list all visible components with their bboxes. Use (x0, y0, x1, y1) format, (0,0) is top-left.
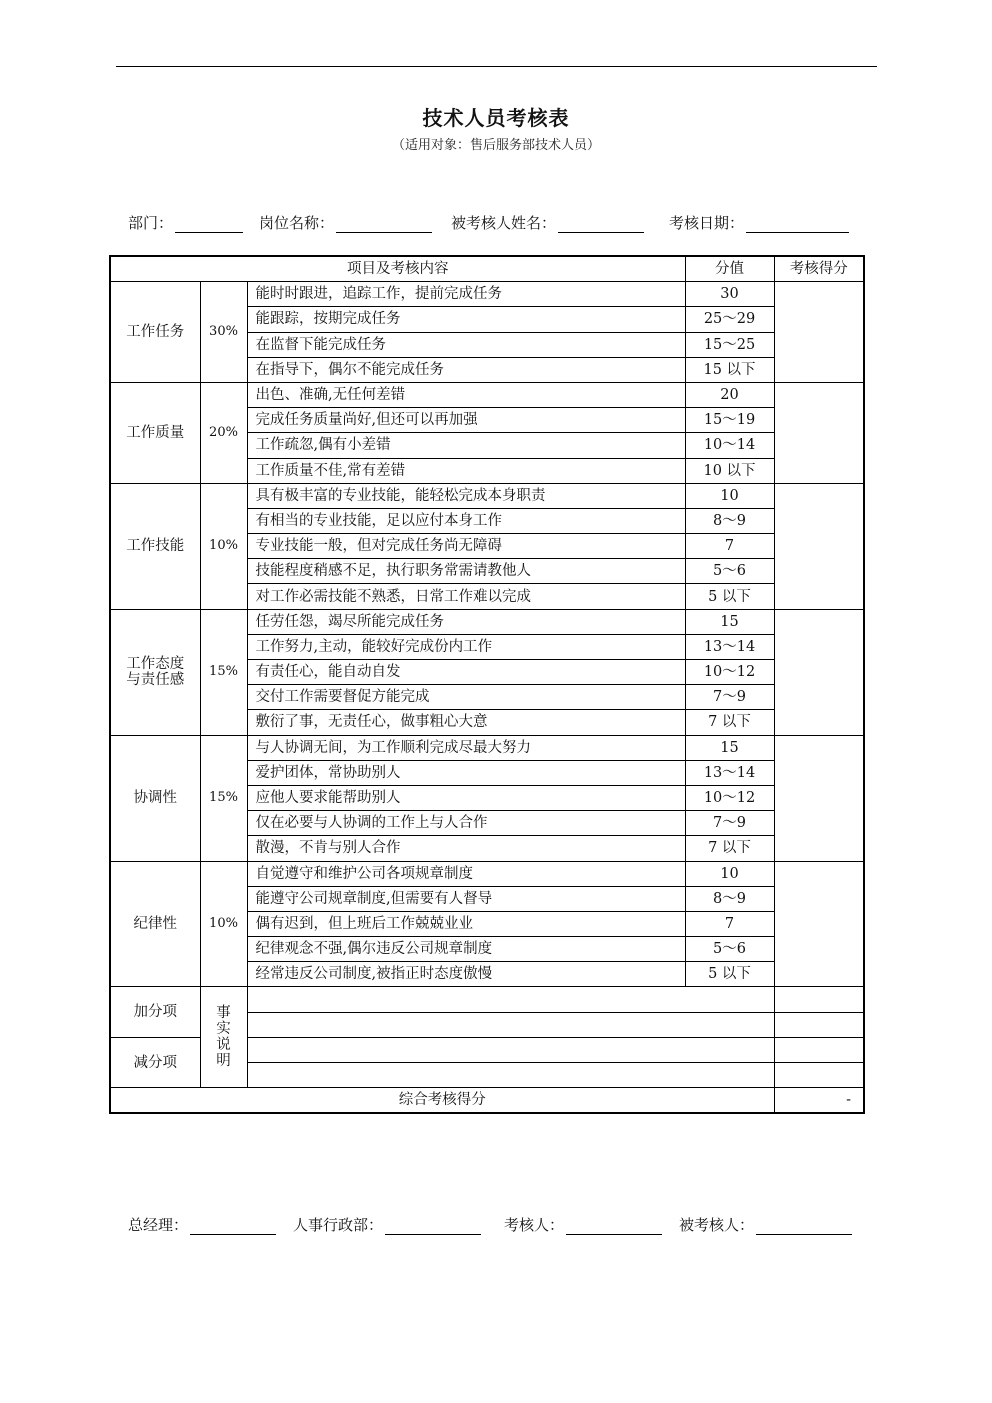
criteria-points: 10～12 (685, 785, 774, 810)
criteria-points: 7～9 (685, 685, 774, 710)
criteria-points: 7～9 (685, 811, 774, 836)
criteria-description: 能跟踪，按期完成任务 (247, 307, 685, 332)
hr-blank[interactable] (385, 1217, 481, 1235)
criteria-description: 工作努力,主动，能较好完成份内工作 (247, 634, 685, 659)
fact-entry-cell[interactable] (247, 987, 774, 1012)
category-weight: 15% (200, 609, 247, 735)
criteria-description: 具有极丰富的专业技能，能轻松完成本身职责 (247, 483, 685, 508)
criteria-points: 30 (685, 282, 774, 307)
criteria-row (110, 861, 864, 886)
criteria-points: 5 以下 (685, 584, 774, 609)
position-field[interactable] (259, 212, 432, 233)
criteria-points: 10 以下 (685, 458, 774, 483)
category-weight: 15% (200, 735, 247, 861)
category-cell (110, 861, 200, 987)
criteria-description: 敷衍了事，无责任心，做事粗心大意 (247, 710, 685, 735)
appraisal-table-body (110, 256, 864, 1113)
hr-label: 人事行政部： (293, 1216, 384, 1234)
criteria-points: 10 (685, 861, 774, 886)
category-weight: 10% (200, 483, 247, 609)
fact-explanation-char: 实 (216, 1021, 231, 1038)
criteria-row (110, 609, 864, 634)
criteria-description: 纪律观念不强,偶尔违反公司规章制度 (247, 937, 685, 962)
fact-entry-cell[interactable] (247, 1037, 774, 1062)
criteria-description: 完成任务质量尚好,但还可以再加强 (247, 408, 685, 433)
criteria-points: 8～9 (685, 508, 774, 533)
criteria-row (110, 382, 864, 407)
score-input-cell[interactable] (774, 609, 864, 735)
category-name: 协调性 (133, 790, 177, 807)
date-blank[interactable] (746, 215, 849, 233)
department-label: 部门： (128, 214, 174, 232)
criteria-description: 能时时跟进，追踪工作，提前完成任务 (247, 282, 685, 307)
criteria-points: 15 (685, 609, 774, 634)
assessor-label: 考核人： (504, 1216, 565, 1234)
category-name: 纪律性 (133, 915, 177, 932)
category-weight: 30% (200, 282, 247, 383)
bonus-row (110, 987, 864, 1012)
criteria-row (110, 735, 864, 760)
criteria-points: 7 以下 (685, 836, 774, 861)
category-cell (110, 282, 200, 383)
criteria-description: 经常违反公司制度,被指正时态度傲慢 (247, 962, 685, 987)
criteria-points: 25～29 (685, 307, 774, 332)
criteria-description: 爱护团体，常协助别人 (247, 760, 685, 785)
name-label: 被考核人姓名： (451, 214, 557, 232)
criteria-description: 专业技能一般，但对完成任务尚无障碍 (247, 534, 685, 559)
assessee-blank[interactable] (756, 1217, 852, 1235)
score-input-cell[interactable] (774, 861, 864, 987)
fact-explanation-cell (200, 987, 247, 1088)
appraisal-table (109, 255, 865, 1114)
category-cell (110, 382, 200, 483)
criteria-description: 应他人要求能帮助别人 (247, 785, 685, 810)
signature-line (128, 1214, 868, 1240)
deduction-label: 减分项 (110, 1037, 200, 1087)
criteria-row (110, 483, 864, 508)
category-name: 工作任务 (126, 324, 185, 341)
criteria-points: 10～12 (685, 660, 774, 685)
criteria-description: 技能程度稍感不足，执行职务常需请教他人 (247, 559, 685, 584)
criteria-points: 15 以下 (685, 357, 774, 382)
category-name: 工作技能 (126, 538, 185, 555)
criteria-points: 5 以下 (685, 962, 774, 987)
fact-explanation-char: 明 (216, 1053, 231, 1070)
fact-entry-cell[interactable] (247, 1063, 774, 1088)
header-content: 项目及考核内容 (110, 256, 685, 282)
category-cell (110, 609, 200, 735)
criteria-row (110, 282, 864, 307)
score-input-cell[interactable] (774, 735, 864, 861)
criteria-points: 15 (685, 735, 774, 760)
hr-signature[interactable] (293, 1214, 481, 1235)
criteria-points: 7 (685, 911, 774, 936)
total-score-value[interactable]: - (774, 1088, 864, 1114)
category-name: 工作质量 (126, 424, 185, 441)
department-blank[interactable] (175, 215, 243, 233)
gm-label: 总经理： (128, 1216, 189, 1234)
header-score: 考核得分 (774, 256, 864, 282)
criteria-description: 能遵守公司规章制度,但需要有人督导 (247, 886, 685, 911)
total-row (110, 1088, 864, 1114)
assessor-blank[interactable] (566, 1217, 662, 1235)
criteria-description: 自觉遵守和维护公司各项规章制度 (247, 861, 685, 886)
header-row (110, 256, 864, 282)
criteria-description: 散漫，不肯与别人合作 (247, 836, 685, 861)
adjustment-score-cell[interactable] (774, 1012, 864, 1037)
score-input-cell[interactable] (774, 282, 864, 383)
criteria-points: 20 (685, 382, 774, 407)
category-name: 工作态度 (126, 656, 185, 673)
criteria-description: 工作疏忽,偶有小差错 (247, 433, 685, 458)
name-blank[interactable] (558, 215, 644, 233)
score-input-cell[interactable] (774, 382, 864, 483)
assessor-signature[interactable] (504, 1214, 662, 1235)
category-cell (110, 483, 200, 609)
adjustment-score-cell[interactable] (774, 1037, 864, 1062)
criteria-description: 仅在必要与人协调的工作上与人合作 (247, 811, 685, 836)
date-field[interactable] (669, 212, 849, 233)
criteria-points: 7 (685, 534, 774, 559)
criteria-points: 10 (685, 483, 774, 508)
criteria-description: 交付工作需要督促方能完成 (247, 685, 685, 710)
category-name-line2: 与责任感 (126, 672, 185, 689)
criteria-points: 13～14 (685, 760, 774, 785)
criteria-description: 偶有迟到，但上班后工作兢兢业业 (247, 911, 685, 936)
top-rule (116, 66, 877, 67)
fact-explanation-char: 事 (216, 1005, 231, 1022)
department-field[interactable] (128, 212, 243, 233)
criteria-points: 8～9 (685, 886, 774, 911)
form-subtitle: （适用对象：售后服务部技术人员） (391, 138, 600, 153)
criteria-points: 15～25 (685, 332, 774, 357)
gm-blank[interactable] (190, 1217, 276, 1235)
fact-entry-cell[interactable] (247, 1012, 774, 1037)
category-weight: 20% (200, 382, 247, 483)
criteria-description: 有相当的专业技能，足以应付本身工作 (247, 508, 685, 533)
name-field[interactable] (451, 212, 644, 233)
form-title: 技术人员考核表 (422, 106, 570, 130)
category-cell (110, 735, 200, 861)
assessee-signature[interactable] (679, 1214, 852, 1235)
criteria-description: 与人协调无间，为工作顺利完成尽最大努力 (247, 735, 685, 760)
fact-explanation-char: 说 (216, 1037, 231, 1054)
criteria-description: 有责任心，能自动自发 (247, 660, 685, 685)
criteria-description: 任劳任怨，竭尽所能完成任务 (247, 609, 685, 634)
header-points: 分值 (685, 256, 774, 282)
position-label: 岗位名称： (259, 214, 335, 232)
criteria-points: 13～14 (685, 634, 774, 659)
criteria-points: 15～19 (685, 408, 774, 433)
bonus-label: 加分项 (110, 987, 200, 1037)
adjustment-score-cell[interactable] (774, 987, 864, 1012)
criteria-description: 工作质量不佳,常有差错 (247, 458, 685, 483)
category-weight: 10% (200, 861, 247, 987)
criteria-points: 10～14 (685, 433, 774, 458)
criteria-description: 在监督下能完成任务 (247, 332, 685, 357)
score-input-cell[interactable] (774, 483, 864, 609)
gm-signature[interactable] (128, 1214, 276, 1235)
criteria-description: 在指导下，偶尔不能完成任务 (247, 357, 685, 382)
position-blank[interactable] (336, 215, 432, 233)
criteria-description: 对工作必需技能不熟悉，日常工作难以完成 (247, 584, 685, 609)
criteria-description: 出色、准确,无任何差错 (247, 382, 685, 407)
criteria-points: 7 以下 (685, 710, 774, 735)
form-fields (128, 212, 868, 238)
criteria-points: 5～6 (685, 559, 774, 584)
adjustment-score-cell[interactable] (774, 1063, 864, 1088)
assessee-label: 被考核人： (679, 1216, 755, 1234)
criteria-points: 5～6 (685, 937, 774, 962)
date-label: 考核日期： (669, 214, 745, 232)
total-label: 综合考核得分 (110, 1088, 774, 1114)
